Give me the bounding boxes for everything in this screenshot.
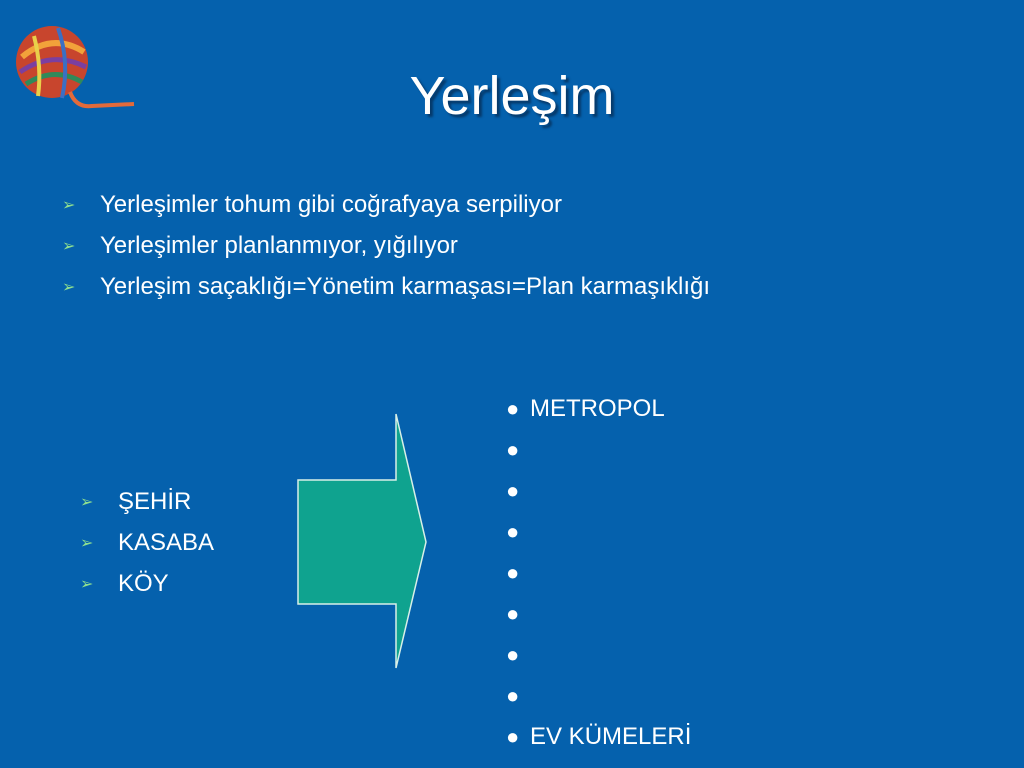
- settlement-type-label: KÖY: [118, 569, 169, 597]
- dot-bullet-icon: ●: [506, 682, 520, 708]
- hierarchy-item: [506, 634, 691, 675]
- dot-bullet-icon: ●: [506, 395, 520, 421]
- settlement-type-label: KASABA: [118, 528, 215, 556]
- slide-title: Yerleşim: [409, 66, 615, 126]
- hierarchy-item: [506, 388, 691, 429]
- dot-bullet-icon: ●: [506, 723, 520, 749]
- hierarchy-item: [506, 675, 691, 716]
- bullet-text: Yerleşimler tohum gibi coğrafyaya serpiliyor: [100, 190, 562, 218]
- dot-bullet-icon: ●: [506, 600, 520, 626]
- bullet-text: Yerleşim saçaklığı=Yönetim karmaşası=Plan karmaşıklığı: [100, 272, 711, 300]
- arrow-bullet-icon: ➢: [62, 278, 76, 296]
- dot-bullet-icon: ●: [506, 436, 520, 462]
- arrow-bullet-icon: ➢: [80, 534, 94, 552]
- dot-bullet-icon: ●: [506, 477, 520, 503]
- settlement-type-item: [80, 563, 214, 604]
- hierarchy-item: [506, 593, 691, 634]
- bullet-list: [62, 184, 710, 307]
- arrow-bullet-icon: ➢: [80, 493, 94, 511]
- hierarchy-item: [506, 511, 691, 552]
- bullet-item: [62, 266, 710, 307]
- arrow-bullet-icon: ➢: [62, 196, 76, 214]
- arrow-bullet-icon: ➢: [80, 575, 94, 593]
- hierarchy-label: EV KÜMELERİ: [530, 722, 692, 750]
- settlement-type-item: [80, 522, 214, 563]
- hierarchy-label: METROPOL: [530, 394, 665, 422]
- hierarchy-item: [506, 552, 691, 593]
- bullet-text: Yerleşimler planlanmıyor, yığılıyor: [100, 231, 458, 259]
- settlement-type-list: [80, 481, 214, 604]
- hierarchy-item: [506, 429, 691, 470]
- settlement-type-item: [80, 481, 214, 522]
- bullet-item: [62, 184, 710, 225]
- hierarchy-item: [506, 716, 691, 757]
- dot-bullet-icon: ●: [506, 518, 520, 544]
- hierarchy-list: [506, 388, 691, 757]
- hierarchy-item: [506, 470, 691, 511]
- settlement-type-label: ŞEHİR: [118, 487, 192, 515]
- dot-bullet-icon: ●: [506, 641, 520, 667]
- arrow-bullet-icon: ➢: [62, 237, 76, 255]
- bullet-item: [62, 225, 710, 266]
- right-arrow-shape: [290, 410, 430, 672]
- dot-bullet-icon: ●: [506, 559, 520, 585]
